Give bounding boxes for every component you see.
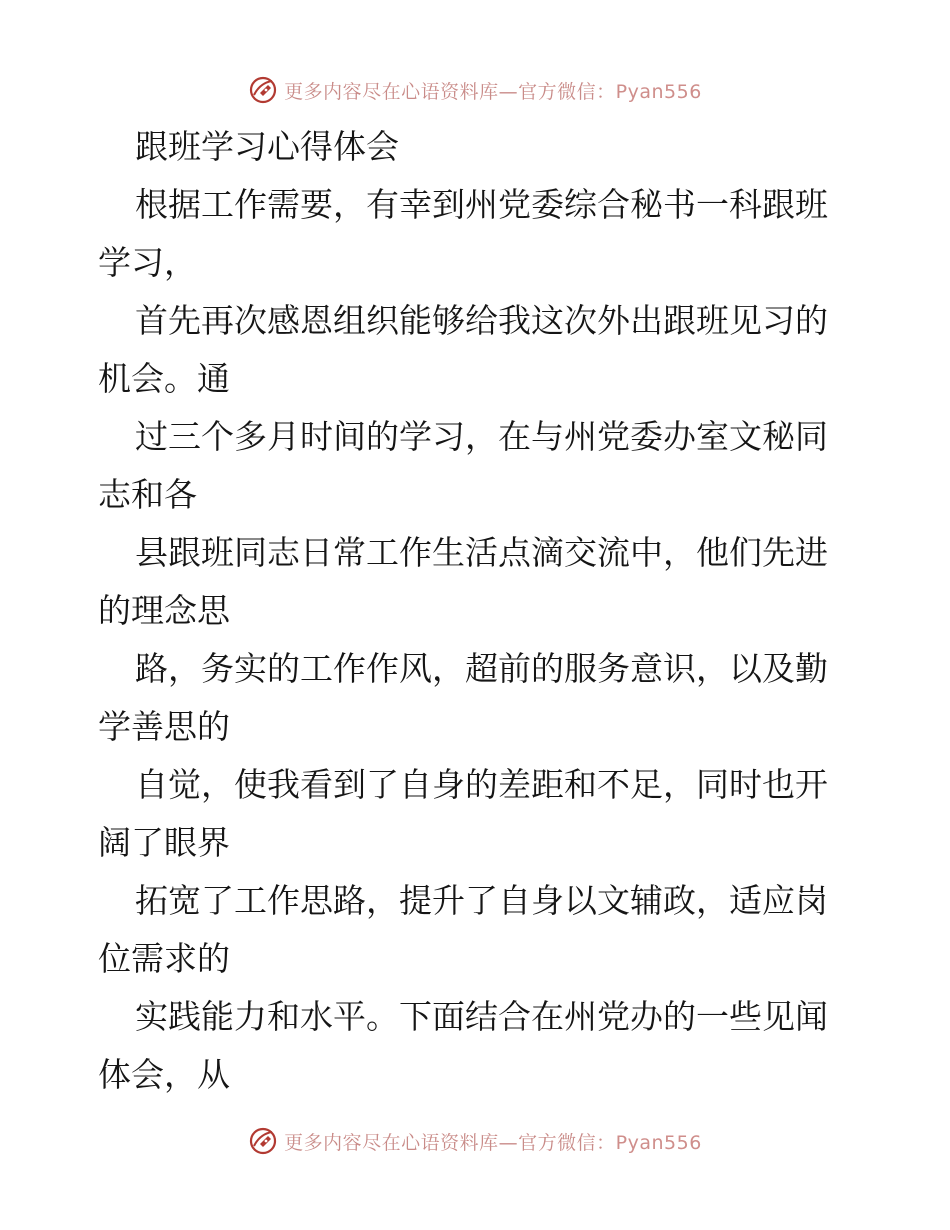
header-banner — [0, 73, 950, 107]
header-wechat-id: Pyan556 — [615, 80, 702, 103]
paragraph-line: 的理念思 — [98, 591, 230, 630]
paragraph-line: 阔了眼界 — [98, 823, 230, 862]
paragraph-line: 实践能力和水平。下面结合在州党办的一些见闻 — [135, 997, 828, 1036]
paragraph-line: 位需求的 — [98, 939, 230, 978]
footer-banner-label: 更多内容尽在心语资料库—官方微信： — [284, 1131, 616, 1154]
paragraph-line: 过三个多月时间的学习，在与州党委办室文秘同 — [135, 417, 828, 456]
pen-nib-logo-icon — [248, 1126, 278, 1156]
paragraph-line: 机会。通 — [98, 359, 230, 398]
document-title: 跟班学习心得体会 — [135, 127, 399, 166]
footer-wechat-id: Pyan556 — [615, 1131, 702, 1154]
paragraph-line: 自觉，使我看到了自身的差距和不足，同时也开 — [135, 765, 828, 804]
paragraph-line: 志和各 — [98, 475, 197, 514]
paragraph-line: 学善思的 — [98, 707, 230, 746]
paragraph-line: 体会，从 — [98, 1055, 230, 1094]
header-banner-text — [284, 77, 702, 104]
paragraph-line: 路，务实的工作作风，超前的服务意识，以及勤 — [135, 649, 828, 688]
footer-banner — [0, 1124, 950, 1158]
header-banner-label: 更多内容尽在心语资料库—官方微信： — [284, 80, 616, 103]
pen-nib-logo-icon — [248, 75, 278, 105]
paragraph-line: 学习， — [98, 243, 197, 282]
paragraph-line: 根据工作需要，有幸到州党委综合秘书一科跟班 — [135, 185, 828, 224]
footer-banner-text — [284, 1128, 702, 1155]
paragraph-line: 拓宽了工作思路，提升了自身以文辅政，适应岗 — [135, 881, 828, 920]
paragraph-line: 首先再次感恩组织能够给我这次外出跟班见习的 — [135, 301, 828, 340]
paragraph-line: 县跟班同志日常工作生活点滴交流中，他们先进 — [135, 533, 828, 572]
